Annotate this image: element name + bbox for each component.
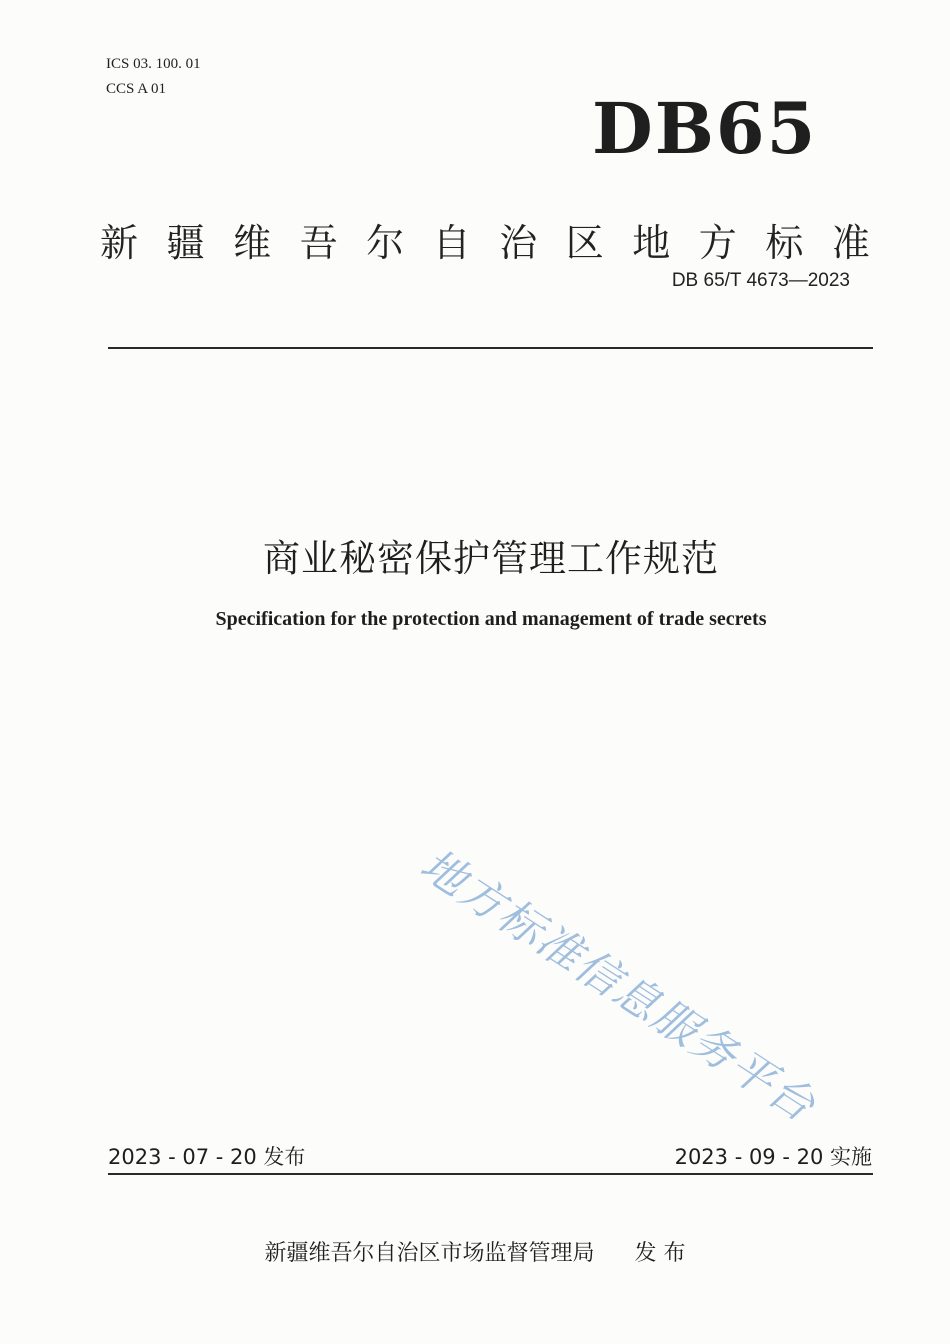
title-char: 尔	[366, 221, 405, 265]
title-char: 治	[499, 221, 538, 265]
authority-title	[100, 220, 870, 266]
watermark: 地方标准信息服务平台	[411, 839, 825, 1133]
title-char: 标	[765, 221, 804, 265]
ics-code: ICS 03. 100. 01	[106, 56, 201, 72]
publisher-line	[0, 1236, 950, 1267]
issue-date: 2023 - 07 - 20 发布	[108, 1145, 306, 1169]
standard-number: DB 65/T 4673—2023	[671, 270, 850, 291]
title-char: 吾	[299, 221, 338, 265]
implement-date: 2023 - 09 - 20 实施	[674, 1145, 872, 1169]
publisher-name: 新疆维吾尔自治区市场监督管理局	[264, 1241, 595, 1266]
title-char: 方	[698, 221, 737, 265]
top-divider	[108, 347, 873, 349]
title-char: 维	[233, 221, 272, 265]
ccs-code: CCS A 01	[106, 81, 167, 97]
title-char: 自	[432, 221, 471, 265]
title-char: 准	[831, 221, 870, 265]
document-title-zh: 商业秘密保护管理工作规范	[263, 537, 719, 580]
title-char: 区	[565, 221, 604, 265]
bottom-divider	[108, 1173, 873, 1175]
title-char: 新	[100, 221, 139, 265]
title-char: 地	[632, 221, 671, 265]
document-title-en: Specification for the protection and management of trade secrets	[215, 608, 767, 630]
publisher-action: 发 布	[634, 1241, 686, 1266]
title-char: 疆	[166, 221, 205, 265]
db65-logo: DB65	[592, 87, 818, 170]
